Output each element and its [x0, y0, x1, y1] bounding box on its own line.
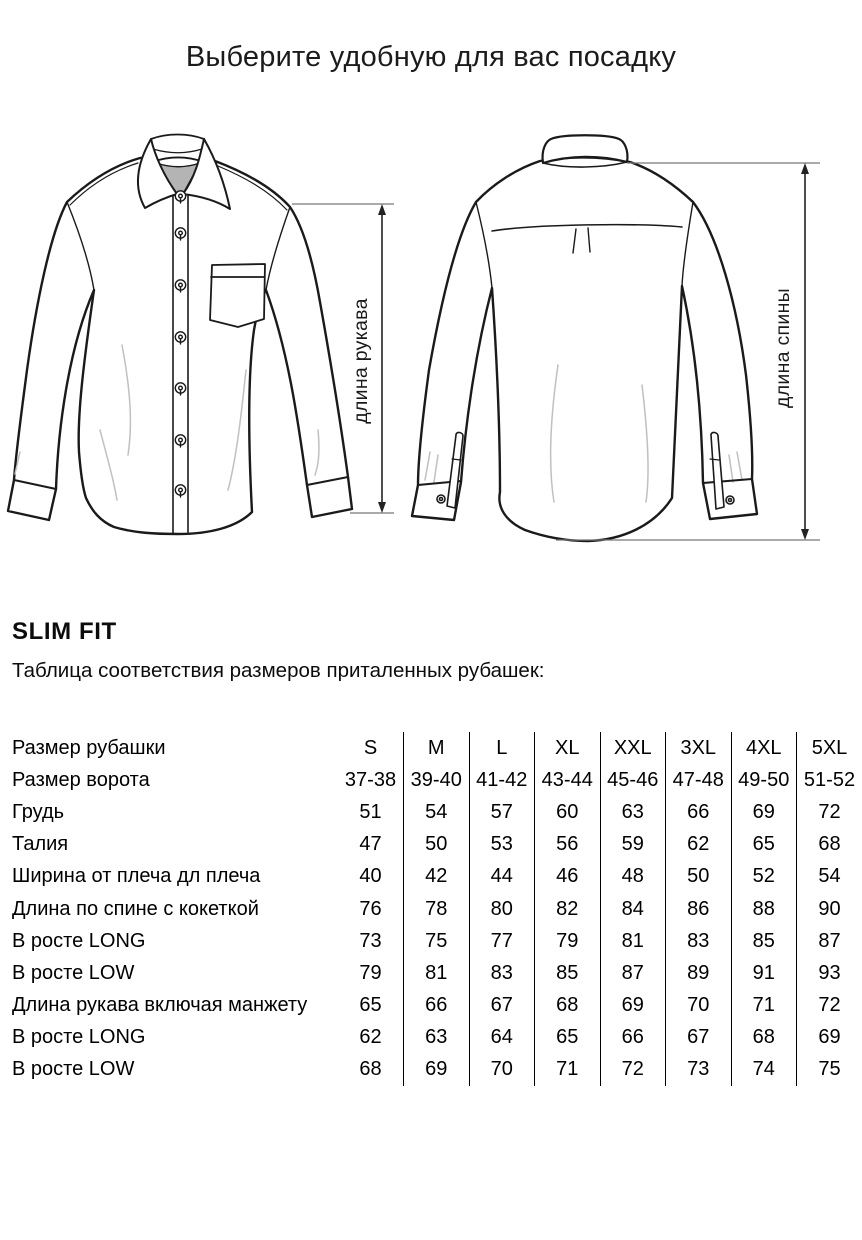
size-value-cell: 67	[666, 1022, 732, 1054]
size-value-cell: 66	[666, 796, 732, 828]
size-value-cell: 85	[535, 957, 601, 989]
row-label: Ширина от плеча дл плеча	[12, 861, 338, 893]
size-value-cell: 73	[666, 1054, 732, 1086]
size-value-cell: 69	[797, 1022, 862, 1054]
row-label: Длина рукава включая манжету	[12, 990, 338, 1022]
size-value-cell: S	[338, 732, 404, 764]
size-value-cell: 69	[731, 796, 797, 828]
size-value-cell: 37-38	[338, 764, 404, 796]
size-value-cell: 69	[600, 990, 666, 1022]
size-value-cell: 70	[666, 990, 732, 1022]
size-value-cell: 81	[404, 957, 470, 989]
table-row	[12, 1022, 862, 1054]
page-title: Выберите удобную для вас посадку	[0, 40, 862, 75]
size-value-cell: 46	[535, 861, 601, 893]
row-label: В росте LONG	[12, 925, 338, 957]
row-label: Размер ворота	[12, 764, 338, 796]
size-value-cell: 88	[731, 893, 797, 925]
table-row	[12, 990, 862, 1022]
size-value-cell: 68	[797, 829, 862, 861]
size-guide-page	[0, 40, 862, 1086]
row-label: Грудь	[12, 796, 338, 828]
row-label: В росте LONG	[12, 1022, 338, 1054]
size-value-cell: 65	[338, 990, 404, 1022]
size-value-cell: 65	[731, 829, 797, 861]
size-value-cell: 48	[600, 861, 666, 893]
row-label: В росте LOW	[12, 1054, 338, 1086]
size-value-cell: 51-52	[797, 764, 862, 796]
back-length-label: длина спины	[772, 288, 794, 408]
size-value-cell: 83	[666, 925, 732, 957]
row-label: В росте LOW	[12, 957, 338, 989]
size-value-cell: 62	[666, 829, 732, 861]
size-value-cell: 68	[535, 990, 601, 1022]
arrowhead-up	[801, 163, 809, 174]
size-value-cell: 68	[338, 1054, 404, 1086]
size-value-cell: 87	[600, 957, 666, 989]
front-pocket	[210, 264, 265, 327]
size-value-cell: L	[469, 732, 535, 764]
size-value-cell: 83	[469, 957, 535, 989]
size-value-cell: 41-42	[469, 764, 535, 796]
size-value-cell: 43-44	[535, 764, 601, 796]
size-value-cell: 84	[600, 893, 666, 925]
table-row	[12, 925, 862, 957]
table-caption: Таблица соответствия размеров приталенных рубашек:	[12, 658, 862, 684]
size-value-cell: 64	[469, 1022, 535, 1054]
table-row	[12, 861, 862, 893]
size-value-cell: 75	[404, 925, 470, 957]
size-value-cell: 51	[338, 796, 404, 828]
size-value-cell: XXL	[600, 732, 666, 764]
table-row	[12, 732, 862, 764]
size-value-cell: 74	[731, 1054, 797, 1086]
size-value-cell: 76	[338, 893, 404, 925]
table-row	[12, 796, 862, 828]
size-value-cell: 59	[600, 829, 666, 861]
size-value-cell: 90	[797, 893, 862, 925]
table-row	[12, 893, 862, 925]
size-value-cell: 47	[338, 829, 404, 861]
size-value-cell: 72	[797, 796, 862, 828]
size-value-cell: 54	[404, 796, 470, 828]
size-value-cell: 62	[338, 1022, 404, 1054]
sleeve-length-label: длина рукава	[350, 298, 372, 423]
size-value-cell: 49-50	[731, 764, 797, 796]
shirt-front-drawing	[8, 135, 352, 535]
size-value-cell: 70	[469, 1054, 535, 1086]
size-value-cell: 53	[469, 829, 535, 861]
size-value-cell: 91	[731, 957, 797, 989]
fit-heading: SLIM FIT	[12, 618, 862, 646]
size-value-cell: 5XL	[797, 732, 862, 764]
table-row	[12, 764, 862, 796]
size-value-cell: 73	[338, 925, 404, 957]
row-label: Размер рубашки	[12, 732, 338, 764]
size-table	[12, 732, 862, 1086]
row-label: Длина по спине с кокеткой	[12, 893, 338, 925]
size-value-cell: 66	[600, 1022, 666, 1054]
table-row	[12, 1054, 862, 1086]
arrowhead-down	[378, 502, 386, 513]
size-value-cell: 45-46	[600, 764, 666, 796]
size-value-cell: M	[404, 732, 470, 764]
size-value-cell: 57	[469, 796, 535, 828]
size-value-cell: 80	[469, 893, 535, 925]
size-value-cell: 89	[666, 957, 732, 989]
table-row	[12, 957, 862, 989]
size-value-cell: 81	[600, 925, 666, 957]
arrowhead-up	[378, 204, 386, 215]
size-value-cell: 82	[535, 893, 601, 925]
row-label: Талия	[12, 829, 338, 861]
size-value-cell: 63	[600, 796, 666, 828]
size-value-cell: 4XL	[731, 732, 797, 764]
arrowhead-down	[801, 529, 809, 540]
size-value-cell: 52	[731, 861, 797, 893]
size-value-cell: 68	[731, 1022, 797, 1054]
size-value-cell: 56	[535, 829, 601, 861]
size-value-cell: XL	[535, 732, 601, 764]
size-value-cell: 67	[469, 990, 535, 1022]
size-value-cell: 65	[535, 1022, 601, 1054]
size-value-cell: 60	[535, 796, 601, 828]
size-value-cell: 78	[404, 893, 470, 925]
size-value-cell: 79	[535, 925, 601, 957]
size-value-cell: 54	[797, 861, 862, 893]
collar-stand	[151, 135, 205, 163]
size-value-cell: 50	[666, 861, 732, 893]
size-value-cell: 72	[600, 1054, 666, 1086]
size-value-cell: 87	[797, 925, 862, 957]
size-value-cell: 71	[535, 1054, 601, 1086]
size-value-cell: 79	[338, 957, 404, 989]
size-value-cell: 39-40	[404, 764, 470, 796]
front-outline	[8, 155, 352, 534]
size-value-cell: 66	[404, 990, 470, 1022]
size-value-cell: 72	[797, 990, 862, 1022]
table-row	[12, 829, 862, 861]
size-value-cell: 93	[797, 957, 862, 989]
size-value-cell: 63	[404, 1022, 470, 1054]
size-value-cell: 85	[731, 925, 797, 957]
size-value-cell: 77	[469, 925, 535, 957]
size-value-cell: 40	[338, 861, 404, 893]
shirt-diagrams	[0, 130, 862, 580]
shirt-back-drawing	[412, 135, 757, 541]
size-value-cell: 50	[404, 829, 470, 861]
size-value-cell: 69	[404, 1054, 470, 1086]
size-value-cell: 42	[404, 861, 470, 893]
size-value-cell: 3XL	[666, 732, 732, 764]
size-value-cell: 47-48	[666, 764, 732, 796]
size-value-cell: 75	[797, 1054, 862, 1086]
size-value-cell: 86	[666, 893, 732, 925]
size-value-cell: 71	[731, 990, 797, 1022]
size-value-cell: 44	[469, 861, 535, 893]
